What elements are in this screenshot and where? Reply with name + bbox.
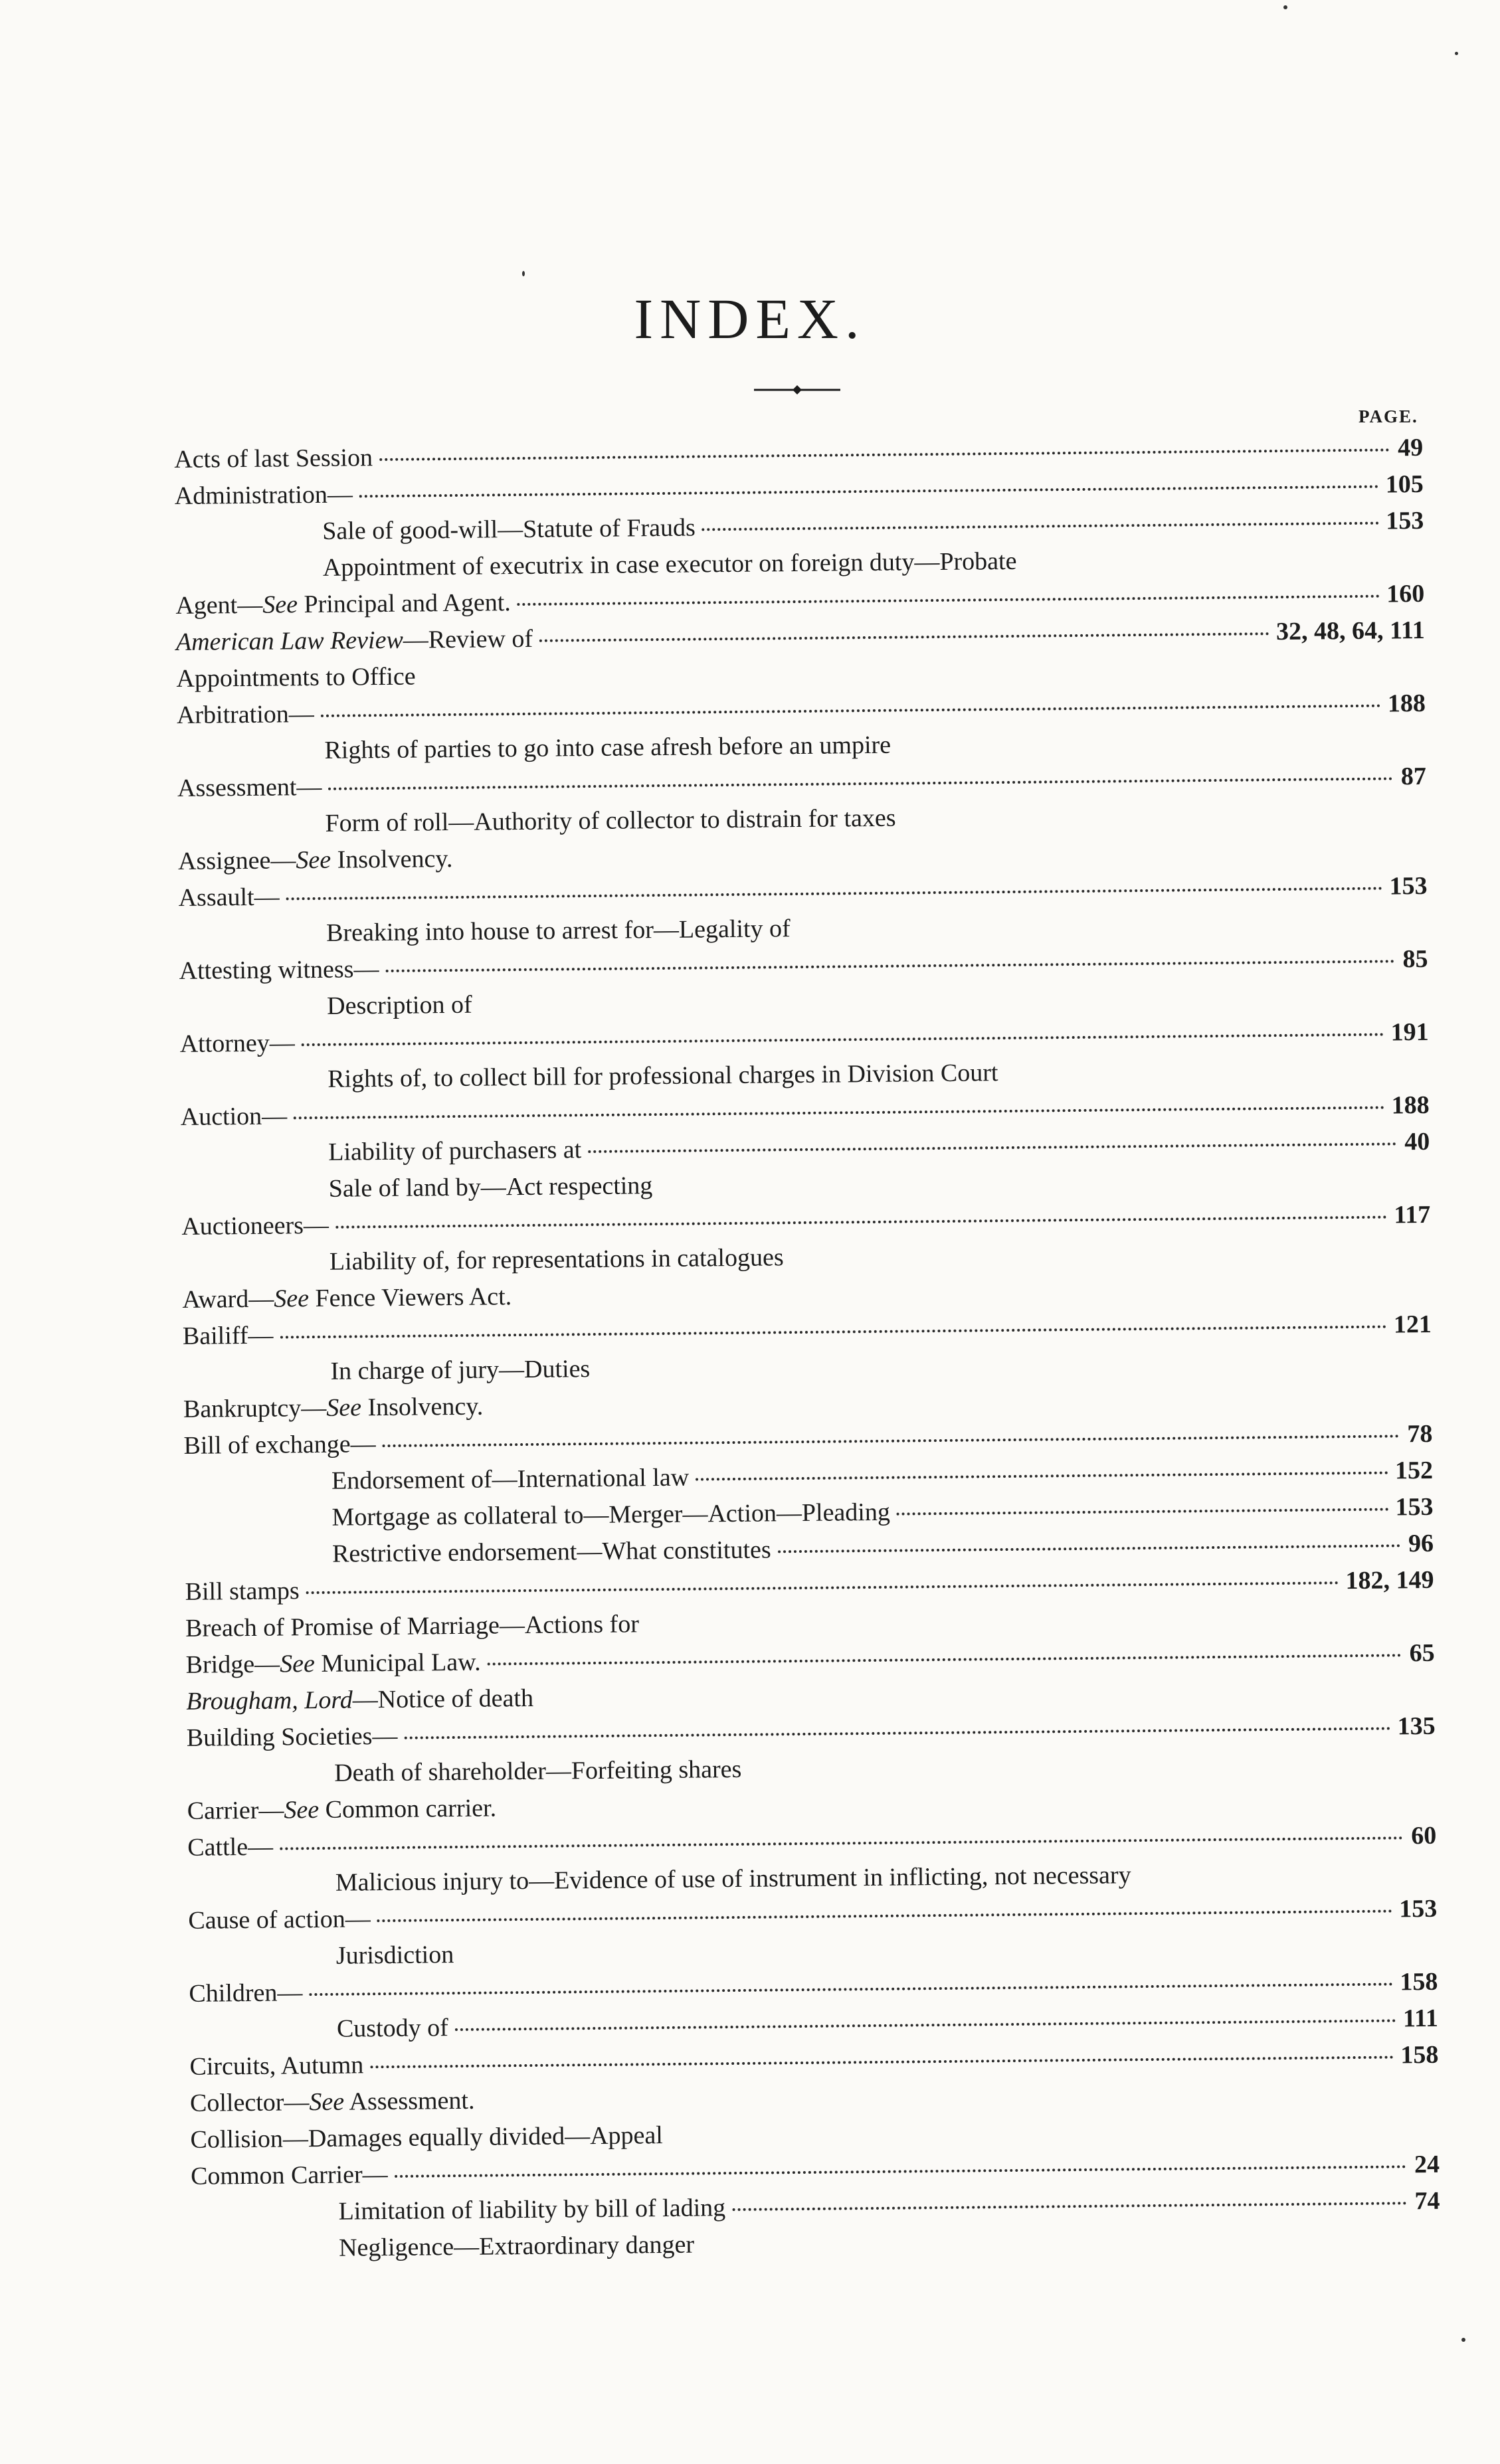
- entry-label: Sale of land by—Act respecting: [328, 1172, 653, 1203]
- entry-label: Circuits, Autumn: [189, 2051, 364, 2081]
- entry-label: Attesting witness—: [179, 955, 379, 985]
- dot-leader: [732, 2202, 1406, 2211]
- entry-label: Form of roll—Authority of collector to distrain for taxes: [325, 804, 896, 837]
- entry-label: Breaking into house to arrest for—Legality of: [326, 915, 791, 947]
- page-number: 153: [1386, 506, 1424, 535]
- entry-label: Carrier—See Common carrier.: [187, 1794, 497, 1825]
- page-number: 40: [1404, 1127, 1430, 1156]
- entry-label: Bailiff—: [182, 1321, 274, 1350]
- entry-label: Acts of last Session: [174, 444, 373, 474]
- entry-label: Limitation of liability by bill of lading: [338, 2194, 726, 2226]
- dot-leader: [385, 960, 1394, 972]
- page-number: 188: [1391, 1091, 1430, 1120]
- page-number: 158: [1400, 2040, 1439, 2069]
- entry-label: Negligence—Extraordinary danger: [338, 2230, 695, 2262]
- page-number: 153: [1389, 871, 1428, 901]
- entry-label: Rights of parties to go into case afresh before an umpire: [324, 731, 891, 764]
- page-number: 85: [1402, 944, 1428, 974]
- entry-label: Mortgage as collateral to—Merger—Action—Pleading: [331, 1498, 891, 1532]
- dot-leader: [335, 1216, 1387, 1229]
- dot-leader: [377, 1909, 1393, 1922]
- dot-leader: [702, 522, 1380, 531]
- entry-label: Bill of exchange—: [183, 1430, 376, 1460]
- page-number: 24: [1414, 2150, 1440, 2179]
- entry-label: Liability of purchasers at: [328, 1136, 582, 1166]
- page-number: 117: [1394, 1200, 1431, 1229]
- entry-label: Endorsement of—International law: [331, 1463, 690, 1495]
- entry-label: Brougham, Lord—Notice of death: [186, 1684, 534, 1716]
- dot-leader: [455, 2019, 1396, 2031]
- page-number: 152: [1394, 1456, 1434, 1485]
- entry-label: Arbitration—: [176, 699, 315, 729]
- ornament-divider: [754, 382, 840, 398]
- dot-leader: [897, 1508, 1389, 1516]
- page-number: 96: [1408, 1529, 1434, 1558]
- page-number: 158: [1400, 1967, 1438, 1996]
- entry-label: Attorney—: [179, 1029, 295, 1058]
- dot-leader: [778, 1544, 1400, 1553]
- entry-label: Breach of Promise of Marriage—Actions for: [185, 1610, 640, 1642]
- dot-leader: [696, 1472, 1388, 1481]
- print-speck: [522, 271, 525, 276]
- dot-leader: [539, 632, 1269, 642]
- page-column-header: PAGE.: [1359, 406, 1418, 426]
- dot-leader: [383, 1435, 1400, 1447]
- entry-label: Building Societies—: [186, 1721, 398, 1752]
- page-number: 153: [1399, 1894, 1438, 1923]
- index-list: [174, 430, 1440, 2268]
- entry-label: Award—See Fence Viewers Act.: [182, 1282, 512, 1314]
- entry-label: Assignee—See Insolvency.: [177, 845, 453, 875]
- page-number: 188: [1387, 689, 1426, 718]
- dot-leader: [488, 1654, 1402, 1665]
- entry-label: American Law Review—Review of: [175, 624, 533, 656]
- entry-label: Administration—: [174, 480, 353, 510]
- dot-leader: [286, 887, 1383, 901]
- print-speck: [1283, 5, 1287, 9]
- dot-leader: [280, 1836, 1403, 1850]
- dot-leader: [294, 1106, 1385, 1120]
- entry-label: Bankruptcy—See Insolvency.: [183, 1392, 484, 1423]
- entry-label: Death of shareholder—Forfeiting shares: [334, 1755, 742, 1787]
- entry-label: Assault—: [178, 883, 280, 912]
- page-number: 121: [1393, 1310, 1432, 1339]
- entry-label: Sale of good-will—Statute of Frauds: [322, 513, 696, 545]
- page-number: 65: [1409, 1638, 1435, 1668]
- dot-leader: [306, 1581, 1339, 1594]
- dot-leader: [395, 2165, 1406, 2178]
- dot-leader: [328, 777, 1393, 790]
- page-number: 135: [1397, 1712, 1436, 1741]
- entry-label: Children—: [189, 1979, 303, 2008]
- entry-label: Restrictive endorsement—What constitutes: [331, 1536, 771, 1568]
- entry-label: Jurisdiction: [335, 1941, 454, 1970]
- entry-label: In charge of jury—Duties: [330, 1355, 591, 1385]
- page-number: 153: [1395, 1492, 1434, 1522]
- dot-leader: [370, 2056, 1394, 2068]
- entry-label: Collector—See Assessment.: [189, 2086, 475, 2117]
- page-number: 111: [1402, 2004, 1439, 2033]
- page-number: 32, 48, 64, 111: [1275, 616, 1426, 646]
- dot-leader: [321, 705, 1381, 717]
- dot-leader: [379, 448, 1390, 461]
- entry-label: Rights of, to collect bill for professional charges in Division Court: [328, 1059, 998, 1093]
- dot-leader: [404, 1727, 1390, 1739]
- page-number: 105: [1385, 470, 1424, 499]
- page-number: 87: [1400, 762, 1427, 791]
- dot-leader: [588, 1142, 1396, 1153]
- entry-label: Auction—: [180, 1102, 288, 1131]
- entry-label: Custody of: [336, 2014, 449, 2043]
- entry-label: Appointment of executrix in case executor on foreign duty—Probate: [322, 547, 1017, 582]
- page-number: 74: [1414, 2186, 1440, 2216]
- dot-leader: [517, 595, 1380, 606]
- entry-label: Collision—Damages equally divided—Appeal: [190, 2121, 664, 2154]
- dot-leader: [309, 1982, 1393, 1996]
- print-speck: [1455, 52, 1458, 55]
- entry-label: Auctioneers—: [181, 1211, 329, 1241]
- page-number: 160: [1386, 579, 1425, 608]
- page-number: 191: [1390, 1017, 1429, 1047]
- entry-label: Cause of action—: [188, 1905, 371, 1935]
- entry-label: Assessment—: [177, 772, 322, 802]
- page-number: 60: [1411, 1821, 1437, 1850]
- entry-label: Appointments to Office: [176, 662, 416, 693]
- entry-label: Cattle—: [187, 1832, 274, 1862]
- entry-label: Agent—See Principal and Agent.: [175, 588, 512, 620]
- dot-leader: [302, 1033, 1384, 1047]
- entry-label: Liability of, for representations in catalogues: [329, 1243, 784, 1276]
- entry-label: Description of: [326, 990, 472, 1020]
- entry-label: Bill stamps: [185, 1577, 300, 1606]
- page-number: 49: [1397, 433, 1424, 462]
- print-speck: [1461, 2338, 1465, 2342]
- page-title: INDEX.: [634, 287, 866, 351]
- dot-leader: [359, 485, 1379, 498]
- page-number: 182, 149: [1345, 1565, 1434, 1595]
- entry-label: Common Carrier—: [190, 2160, 388, 2190]
- page-number: 78: [1407, 1419, 1433, 1449]
- entry-label: Malicious injury to—Evidence of use of instrument in inflicting, not necessary: [335, 1861, 1131, 1897]
- dot-leader: [280, 1326, 1386, 1339]
- entry-label: Bridge—See Municipal Law.: [185, 1648, 481, 1679]
